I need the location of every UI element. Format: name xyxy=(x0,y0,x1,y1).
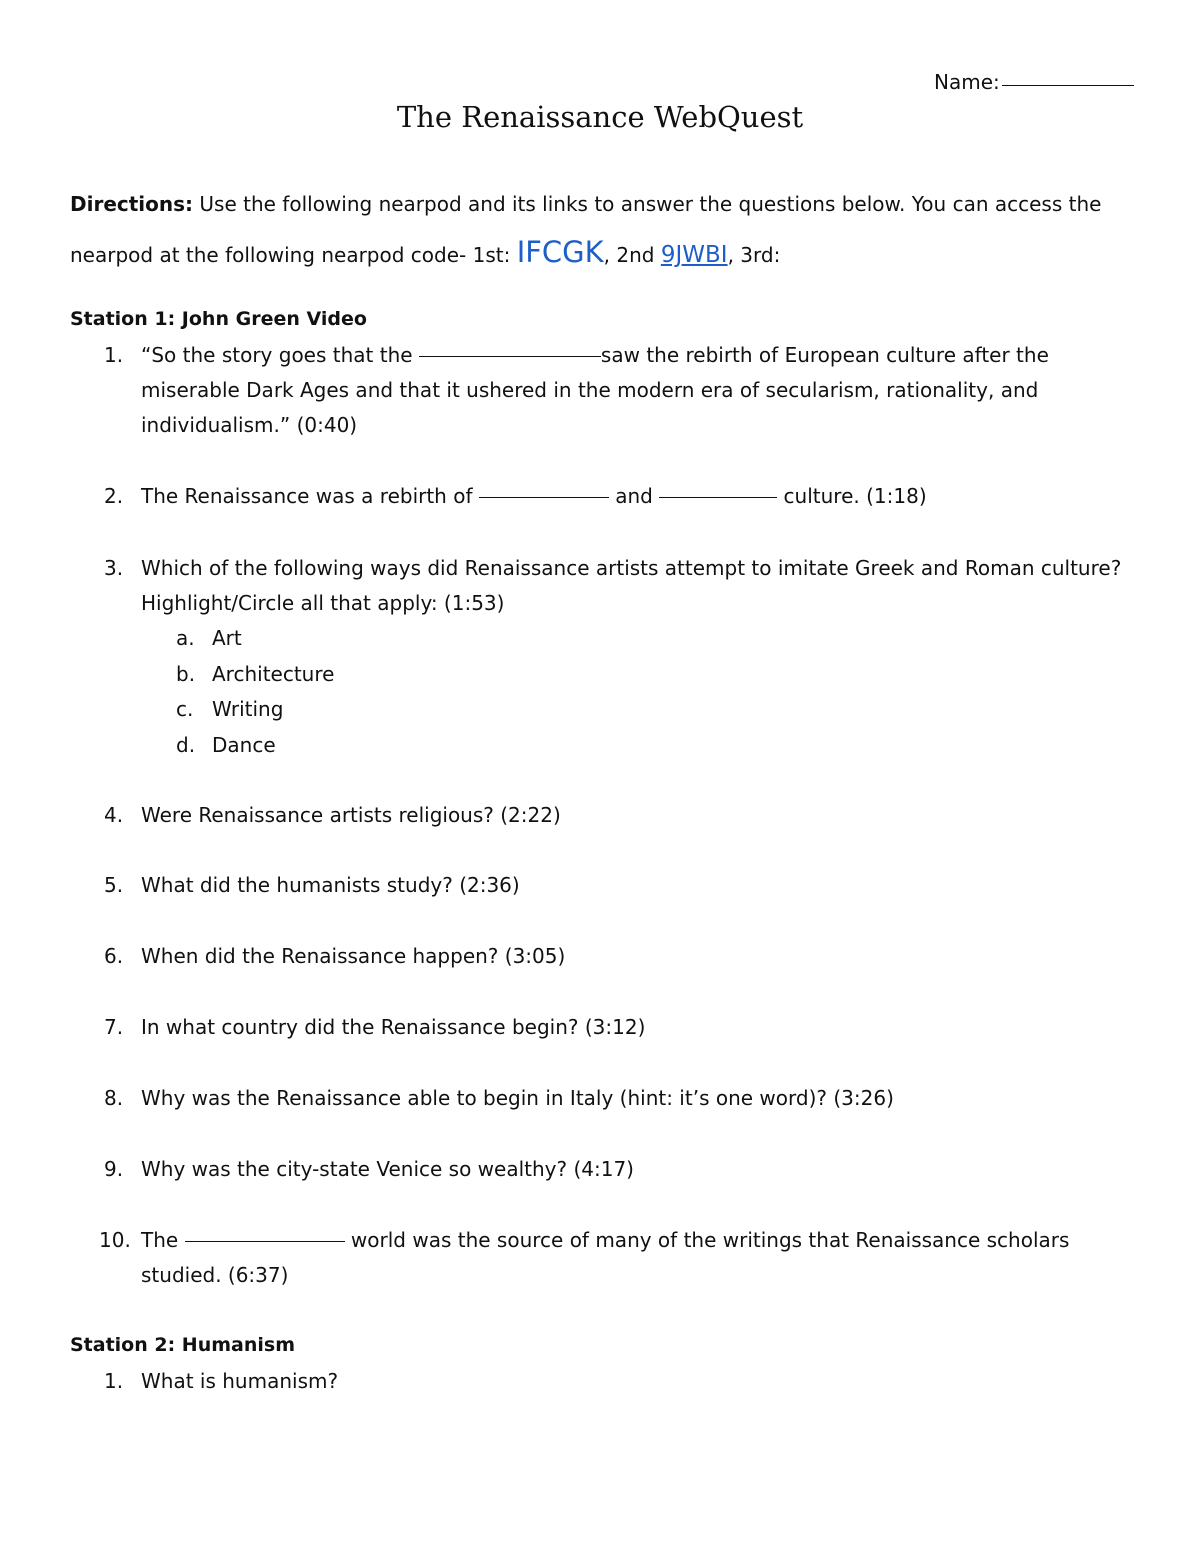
station-1-heading: Station 1: John Green Video xyxy=(70,308,367,330)
question-number: 10. xyxy=(99,1228,131,1252)
name-field[interactable] xyxy=(934,70,1134,94)
question-4 xyxy=(104,798,1144,833)
page-title: The Renaissance WebQuest xyxy=(396,100,804,134)
option-letter: b. xyxy=(176,661,196,686)
question-text-part: saw the rebirth of European culture after the miserable Dark Ages and that it ushered in the modern era of secularism, rationality, and individualism.” (0:40) xyxy=(141,343,1049,437)
question-text: What is humanism? xyxy=(141,1369,339,1393)
question-text xyxy=(141,1223,1144,1293)
answer-blank[interactable] xyxy=(479,496,609,498)
question-7 xyxy=(104,1010,1144,1045)
question-number: 2. xyxy=(104,484,124,508)
answer-blank[interactable] xyxy=(185,1240,345,1242)
question-3-options xyxy=(176,621,334,763)
question-text: When did the Renaissance happen? (3:05) xyxy=(141,944,566,968)
question-number: 1. xyxy=(104,1369,124,1393)
question-number: 5. xyxy=(104,873,124,897)
question-number: 7. xyxy=(104,1015,124,1039)
question-text: Why was the city-state Venice so wealthy? (4:17) xyxy=(141,1157,634,1181)
question-number: 3. xyxy=(104,556,124,580)
question-text: In what country did the Renaissance begin? (3:12) xyxy=(141,1015,646,1039)
question-text-part: world was the source of many of the writings that Renaissance scholars studied. (6:37) xyxy=(141,1228,1070,1287)
question-text-part: The xyxy=(141,1228,185,1252)
answer-blank[interactable] xyxy=(419,355,601,357)
question-text-part: and xyxy=(608,484,660,508)
directions-text: Use the following nearpod and its links to answer the questions below. You can access the nearpod at the following nearpod code- 1st: xyxy=(70,192,1102,267)
question-8 xyxy=(104,1081,1144,1116)
directions-label: Directions: xyxy=(70,192,194,216)
question-text xyxy=(141,338,1144,443)
option-art[interactable] xyxy=(176,621,334,657)
name-blank[interactable] xyxy=(1002,85,1134,86)
question-number: 9. xyxy=(104,1157,124,1181)
station-2-question-1 xyxy=(104,1364,1144,1399)
question-number: 6. xyxy=(104,944,124,968)
option-letter: d. xyxy=(176,732,196,757)
question-text-part: “So the story goes that the xyxy=(141,343,419,367)
question-5 xyxy=(104,868,1144,903)
question-text: Were Renaissance artists religious? (2:22) xyxy=(141,803,561,827)
question-3 xyxy=(104,551,1144,621)
question-text xyxy=(141,479,1144,514)
option-dance[interactable] xyxy=(176,728,334,764)
question-9 xyxy=(104,1152,1144,1187)
question-text: Why was the Renaissance able to begin in Italy (hint: it’s one word)? (3:26) xyxy=(141,1086,894,1110)
question-number: 1. xyxy=(104,343,124,367)
question-number: 8. xyxy=(104,1086,124,1110)
directions-sep-1: , 2nd xyxy=(603,243,661,267)
question-10 xyxy=(99,1223,1144,1293)
option-label: Writing xyxy=(212,697,284,721)
nearpod-code-1st[interactable]: IFCGK xyxy=(516,235,604,269)
question-1 xyxy=(104,338,1144,443)
option-label: Art xyxy=(212,626,242,650)
nearpod-code-2nd-link[interactable]: 9JWBI xyxy=(660,242,728,268)
question-2 xyxy=(104,479,1144,514)
option-architecture[interactable] xyxy=(176,657,334,693)
option-letter: a. xyxy=(176,626,195,650)
question-text-part: culture. (1:18) xyxy=(777,484,927,508)
directions xyxy=(70,180,1140,279)
question-text: Which of the following ways did Renaissance artists attempt to imitate Greek and Roman culture? Highlight/Circle all that apply: (1:53) xyxy=(141,556,1122,615)
station-2-heading: Station 2: Humanism xyxy=(70,1334,296,1356)
answer-blank[interactable] xyxy=(659,496,777,498)
option-label: Dance xyxy=(212,732,276,757)
option-writing[interactable] xyxy=(176,692,334,728)
question-6 xyxy=(104,939,1144,974)
name-label: Name: xyxy=(934,70,1000,94)
option-letter: c. xyxy=(176,697,194,721)
question-text: What did the humanists study? (2:36) xyxy=(141,873,520,897)
question-number: 4. xyxy=(104,803,124,827)
directions-sep-2: , 3rd: xyxy=(727,243,781,267)
question-text-part: The Renaissance was a rebirth of xyxy=(141,484,479,508)
option-label: Architecture xyxy=(212,661,335,686)
